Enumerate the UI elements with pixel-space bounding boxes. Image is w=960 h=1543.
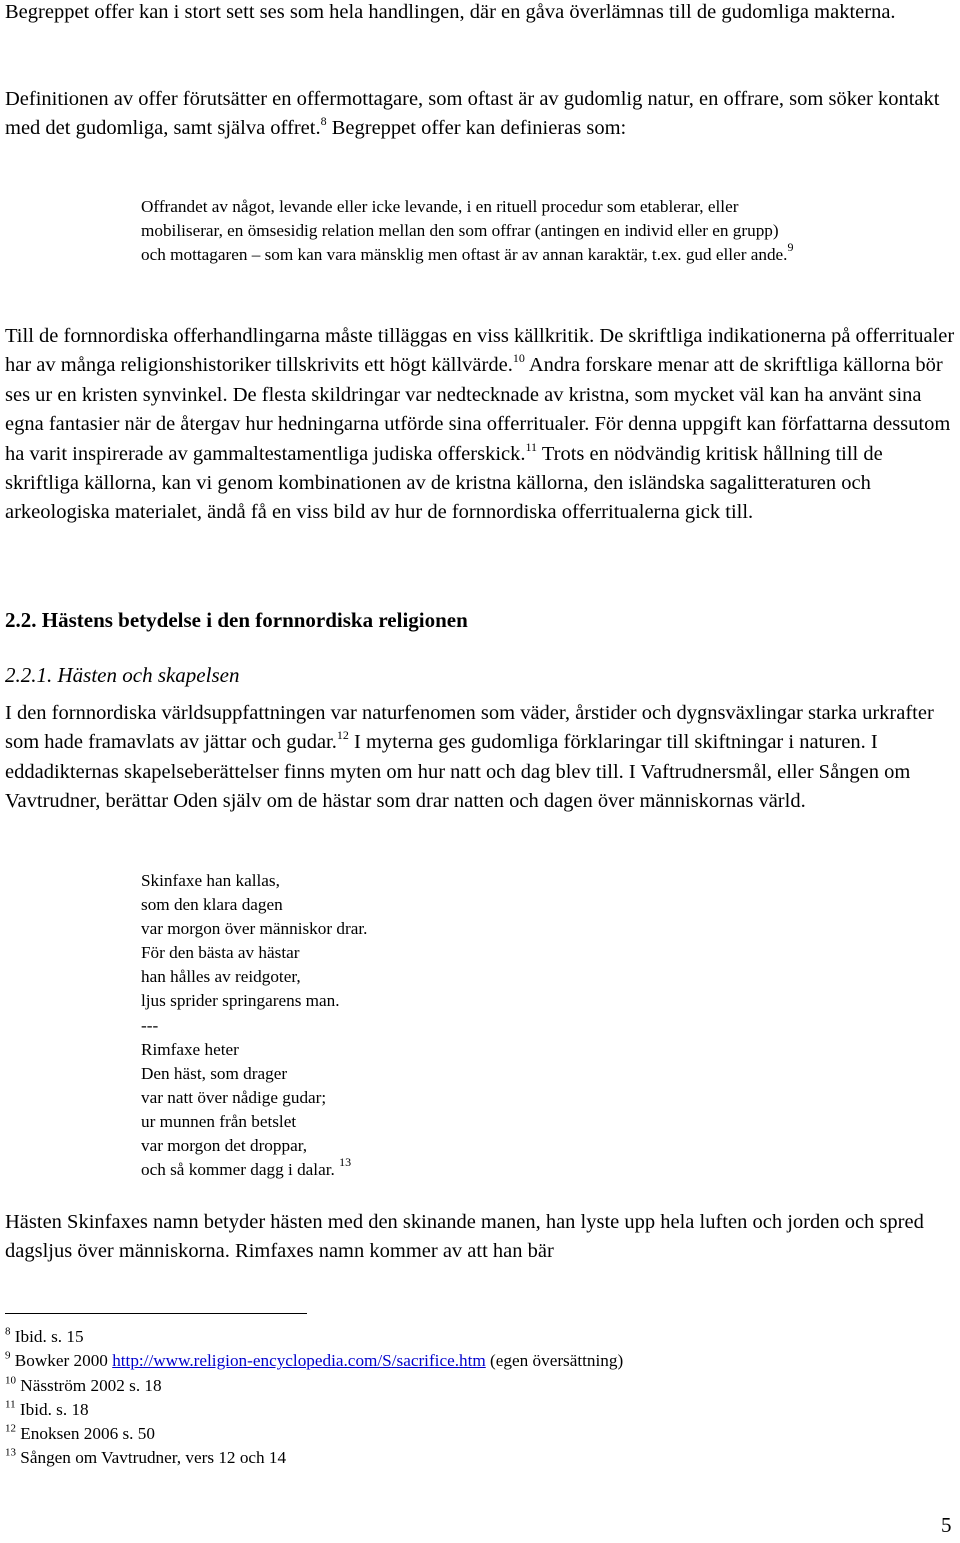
footnote-12 [5,1422,623,1446]
footnote-ref-12[interactable]: 12 [336,728,349,743]
poem-line-text: och så kommer dagg i dalar. [141,1160,335,1180]
poem-line: ur munnen från betslet [141,1111,297,1131]
footnotes [5,1325,623,1471]
page-number: 5 [941,1513,952,1537]
footnote-number: 13 [5,1446,16,1459]
poem-quote [141,869,367,1182]
block-quote-definition [141,195,801,268]
footnote-text: (egen översättning) [485,1351,624,1371]
poem-separator: --- [141,1015,159,1035]
paragraph-text: Till de fornnordiska offerhandlingarna måste tilläggas en viss källkritik. De skriftliga indikationerna på offerritualer har av många religionshistoriker tillskrivits ett högt källvärde. [5,325,955,377]
footnote-number: 9 [5,1349,11,1362]
footnote-number: 10 [5,1373,16,1386]
footnote-number: 12 [5,1422,16,1435]
paragraph-text: Andra forskare menar att de skriftliga källorna bör ses ur en kristen synvinkel. De flesta skildringar var nedtecknade av kristna, som mycket väl kan ha använt sina egna fantasier när de återgav hur hedningarna utförde sina offerritualer. För denna uppgift kan författarna dessutom ha varit inspirerade av gammaltestamentliga judiska offerskick. [5,354,951,465]
footnote-13 [5,1446,623,1470]
poem-line: ljus sprider springarens man. [141,991,340,1011]
footnote-text: Näsström 2002 s. 18 [16,1375,162,1395]
section-heading: 2.2. Hästens betydelse i den fornnordiska religionen [5,608,468,632]
footnote-text: Ibid. s. 15 [10,1327,84,1346]
paragraph-text: Begreppet offer kan definieras som: [326,117,627,140]
footnote-ref-8[interactable]: 8 [320,114,327,129]
paragraph-source-criticism [5,322,960,528]
footnote-text: Enoksen 2006 s. 50 [16,1424,155,1444]
poem-line: var natt över nådige gudar; [141,1087,327,1107]
footnote-ref-11[interactable]: 11 [525,439,538,454]
footnote-ref-10[interactable]: 10 [512,351,525,366]
footnote-number: 11 [5,1398,16,1411]
footnote-divider [5,1313,307,1314]
footnote-text: Sången om Vavtrudner, vers 12 och 14 [16,1448,287,1468]
footnote-text: Bowker 2000 [10,1351,113,1371]
footnote-ref-13[interactable]: 13 [339,1155,352,1170]
poem-line: Skinfaxe han kallas, [141,871,280,890]
footnote-ref-9[interactable]: 9 [787,240,794,255]
footnote-text: Ibid. s. 18 [15,1399,89,1419]
quote-text: Offrandet av något, levande eller icke levande, i en rituell procedur som etablerar, eller mobiliserar, en ömsesidig relation mellan den som offrar (antingen en individ eller en grupp) och mottagaren – som kan vara mänsklig men oftast är av annan karaktär, t.ex. gud eller ande. [141,197,788,265]
footnote-8 [5,1325,623,1349]
footnote-number: 8 [5,1325,11,1338]
poem-line: var morgon över människor drar. [141,919,368,939]
poem-line: Rimfaxe heter [141,1039,239,1059]
poem-line: För den bästa av hästar [141,943,300,963]
poem-line: som den klara dagen [141,895,283,915]
paragraph-creation [5,699,955,817]
paragraph-offer-intro: Begreppet offer kan i stort sett ses som hela handlingen, där en gåva överlämnas till de gudomliga makterna. [5,1,896,23]
paragraph-text: Definitionen av offer förutsätter en offermottagare, som oftast är av gudomlig natur, en offrare, som söker kontakt med det gudomliga, samt själva offret. [5,88,940,140]
paragraph-skinfaxe: Hästen Skinfaxes namn betyder hästen med den skinande manen, han lyste upp hela luften och jorden och spred dagsljus över människorna. Rimfaxes namn kommer av att han bär [5,1211,924,1263]
poem-line [141,1155,367,1182]
poem-line: Den häst, som drager [141,1063,288,1083]
poem-line: var morgon det droppar, [141,1136,308,1156]
footnote-link[interactable]: http://www.religion-encyclopedia.com/S/sacrifice.htm [112,1351,486,1371]
footnote-11 [5,1398,623,1422]
footnote-10 [5,1374,623,1398]
footnote-9 [5,1349,623,1373]
paragraph-offer-definition [5,85,955,144]
poem-line: han hålles av reidgoter, [141,967,301,987]
paragraph-text: Trots en nödvändig kritisk hållning till de skriftliga källorna, kan vi genom kombinationen av de kristna källorna, den isländska sagalitteraturen och arkeologiska materialet, ändå få en viss bild av hur de fornnordiska offerritualerna gick till. [5,442,883,524]
paragraph-text: I myterna ges gudomliga förklaringar till skiftningar i naturen. I eddadikternas skapelseberättelser finns myten om hur natt och dag blev till. I Vaftrudnersmål, eller Sången om Vavtrudner, berättar Oden själv om de hästar som drar natten och dagen över människornas värld. [5,731,911,813]
paragraph-text: I den fornnordiska världsuppfattningen var naturfenomen som väder, årstider och dygnsväxlingar starka urkrafter som hade framavlats av jättar och gudar. [5,702,934,754]
subsection-heading: 2.2.1. Hästen och skapelsen [5,663,240,687]
